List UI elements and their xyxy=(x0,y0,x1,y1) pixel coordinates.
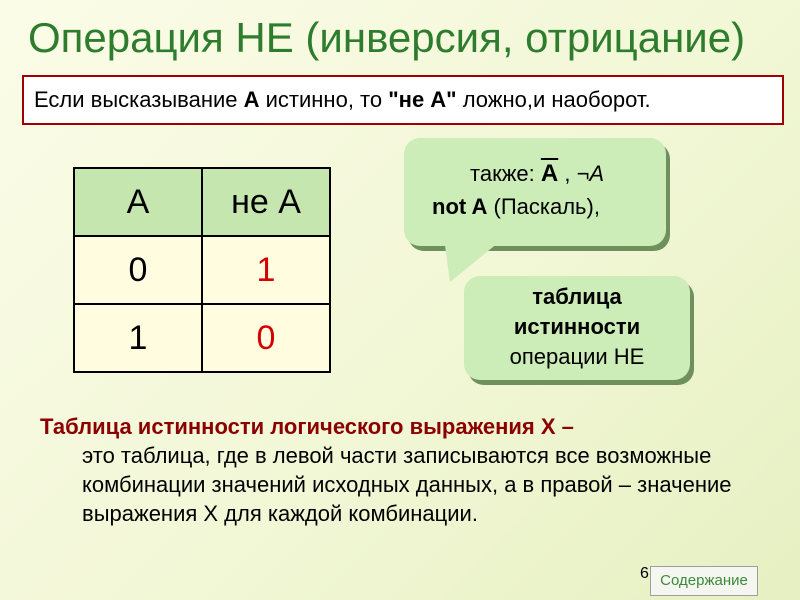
rule-not-a: "не А" xyxy=(388,87,457,112)
pascal-label: (Паскаль), xyxy=(487,194,600,219)
cell-not-a-0: 1 xyxy=(202,236,330,304)
notation-separator: , xyxy=(558,161,577,186)
cell-a-0: 0 xyxy=(74,236,202,304)
header-not-a: не А xyxy=(202,168,330,236)
overline-a: А xyxy=(540,160,559,187)
definition-body: это таблица, где в левой части записываются все возможные комбинации значений исходных данных, а в правой – значение выражения Х для каждой комбинации. xyxy=(82,443,732,526)
table-row xyxy=(74,304,330,372)
negation-a: ¬А xyxy=(576,161,605,186)
notation-line-2 xyxy=(432,194,600,220)
rule-var-a: А xyxy=(243,87,260,112)
truth-table-header-row xyxy=(74,168,330,236)
definition-block xyxy=(40,412,740,528)
slide-title: Операция НЕ (инверсия, отрицание) xyxy=(28,14,746,61)
definition-heading: Таблица истинности логического выражения Х – xyxy=(40,414,574,439)
truth-table xyxy=(73,167,331,373)
rule-statement-box xyxy=(22,75,784,125)
table-row xyxy=(74,236,330,304)
not-a-keyword: not A xyxy=(432,194,488,219)
notation-callout xyxy=(404,138,666,246)
header-a: А xyxy=(74,168,202,236)
also-label: также: xyxy=(470,161,541,186)
cell-not-a-1: 0 xyxy=(202,304,330,372)
contents-button[interactable]: Содержание xyxy=(650,566,758,596)
notation-line-1 xyxy=(470,160,604,188)
rule-text-1: Если высказывание xyxy=(34,87,244,112)
truth-table-callout xyxy=(464,276,690,380)
page-number: 6 xyxy=(640,565,649,582)
cell-a-1: 1 xyxy=(74,304,202,372)
callout-line-2: истинности xyxy=(513,314,641,339)
callout-line-3: операции НЕ xyxy=(509,344,645,369)
callout-line-1: таблица xyxy=(532,284,622,309)
rule-text-2: истинно, то xyxy=(259,87,389,112)
rule-text-3: ложно,и наоборот. xyxy=(456,87,651,112)
